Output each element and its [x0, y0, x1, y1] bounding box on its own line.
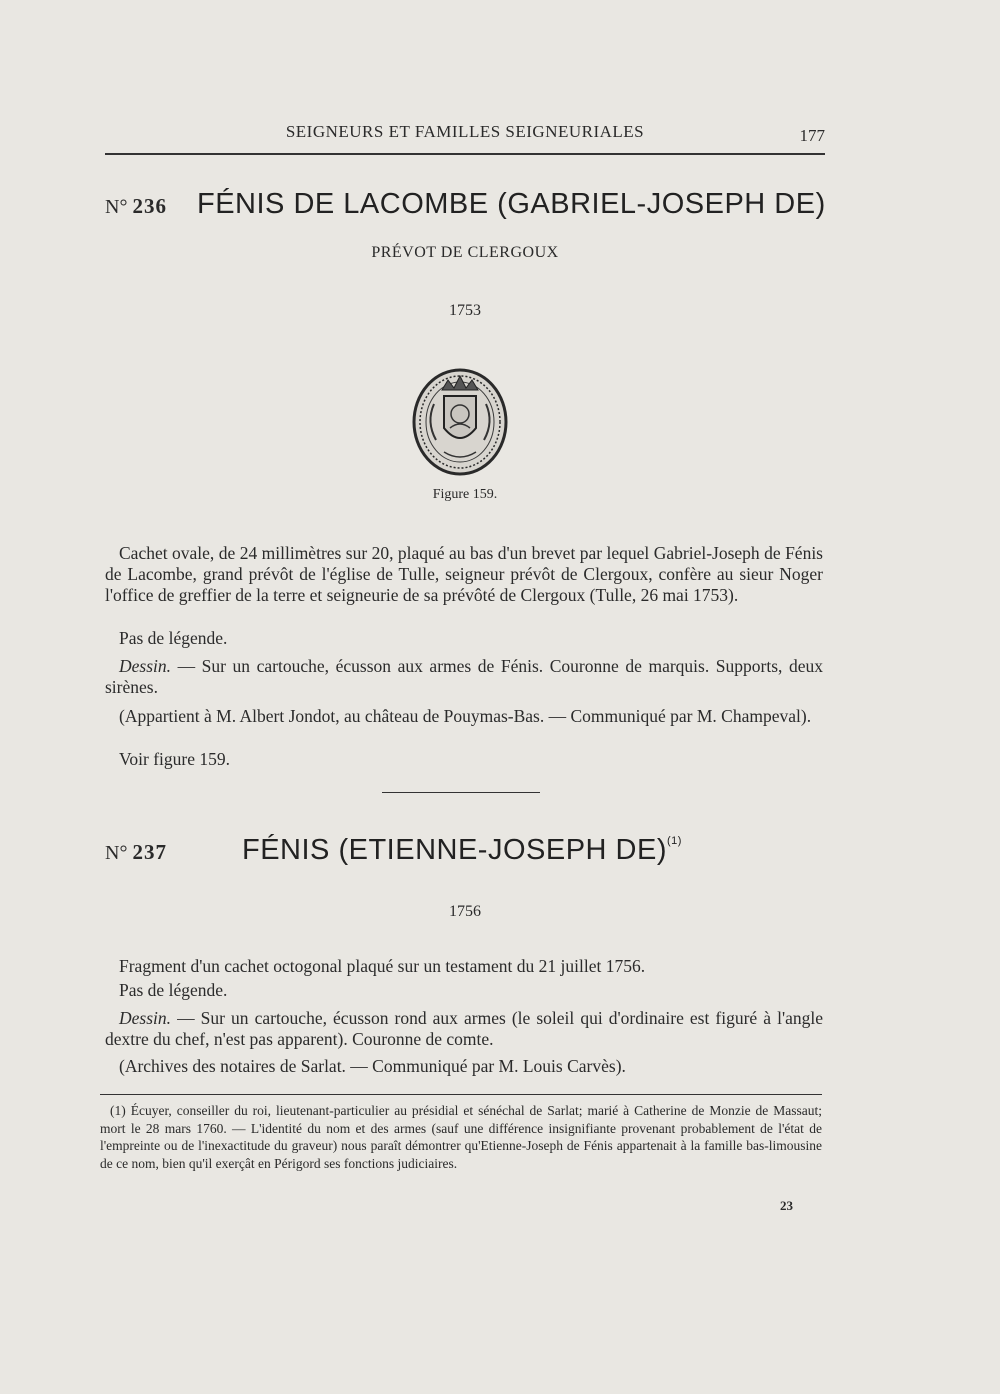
entry-236-drawing: Dessin. — Sur un cartouche, écusson aux armes de Fénis. Couronne de marquis. Supports, deux sirènes.: [105, 656, 823, 697]
entry-237-drawing: Dessin. — Sur un cartouche, écusson rond aux armes (le soleil qui d'ordinaire est figuré à l'angle dextre du chef, n'est pas apparent). Couronne de comte.: [105, 1008, 823, 1049]
footnote: (1) Écuyer, conseiller du roi, lieutenant-particulier au présidial et sénéchal de Sarlat; marié à Catherine de Monzie de Massaut; mort le 28 mars 1760. — L'identité du nom et des armes (sauf une différence insignifiante provenant probablement de l'état de l'empreinte ou de l'inexactitude du graveur) nous paraît démontrer qu'Etienne-Joseph de Fénis appartenait à la famille bas-limousine de ce nom, bien qu'il exerçât en Périgord ses fonctions judiciaires.: [100, 1103, 822, 1171]
signature-mark: 23: [780, 1198, 793, 1213]
entry-236-subtitle: PRÉVOT DE CLERGOUX: [371, 244, 559, 261]
running-head: [105, 120, 825, 150]
entry-236-heading: [105, 188, 825, 228]
entry-236-see-figure: Voir figure 159.: [119, 749, 230, 769]
entry-237-heading: [105, 834, 825, 874]
entry-237-number-value: 237: [132, 840, 167, 864]
footnote-ref: (1): [667, 835, 682, 848]
entry-236-title: FÉNIS DE LACOMBE (GABRIEL-JOSEPH DE): [197, 188, 826, 220]
page-number: 177: [799, 126, 825, 145]
seal-image: [410, 362, 510, 477]
entry-237-title: FÉNIS (ETIENNE-JOSEPH DE)$^{(1)}$: [242, 834, 682, 866]
running-title: SEIGNEURS ET FAMILLES SEIGNEURIALES: [285, 122, 645, 141]
entry-237-number: [105, 840, 167, 865]
entry-236-description: Cachet ovale, de 24 millimètres sur 20, plaqué au bas d'un brevet par lequel Gabriel-Joseph de Fénis de Lacombe, grand prévôt de l'église de Tulle, seigneur prévôt de Clergoux, confère au sieur Noger l'office de greffier de la terre et seigneurie de sa prévôté de Clergoux (Tulle, 26 mai 1753).: [105, 543, 823, 605]
entry-236-provenance: (Appartient à M. Albert Jondot, au château de Pouymas-Bas. — Communiqué par M. Champeval).: [119, 706, 812, 726]
header-rule: [105, 153, 825, 155]
entry-237-legend: Pas de légende.: [119, 980, 228, 1000]
entry-237-year: 1756: [449, 903, 481, 920]
section-separator: [382, 792, 540, 793]
entry-237-number-prefix: N°: [105, 842, 128, 864]
entry-237-description: Fragment d'un cachet octogonal plaqué sur un testament du 21 juillet 1756.: [119, 956, 646, 976]
entry-236-number-value: 236: [132, 194, 167, 218]
entry-236-number: [105, 194, 167, 219]
entry-236-number-prefix: N°: [105, 196, 128, 218]
entry-236-legend: Pas de légende.: [119, 628, 228, 648]
figure-caption: Figure 159.: [432, 487, 498, 502]
footnote-rule: [100, 1094, 822, 1095]
entry-237-provenance: (Archives des notaires de Sarlat. — Communiqué par M. Louis Carvès).: [119, 1056, 626, 1076]
entry-236-year: 1753: [449, 302, 481, 319]
